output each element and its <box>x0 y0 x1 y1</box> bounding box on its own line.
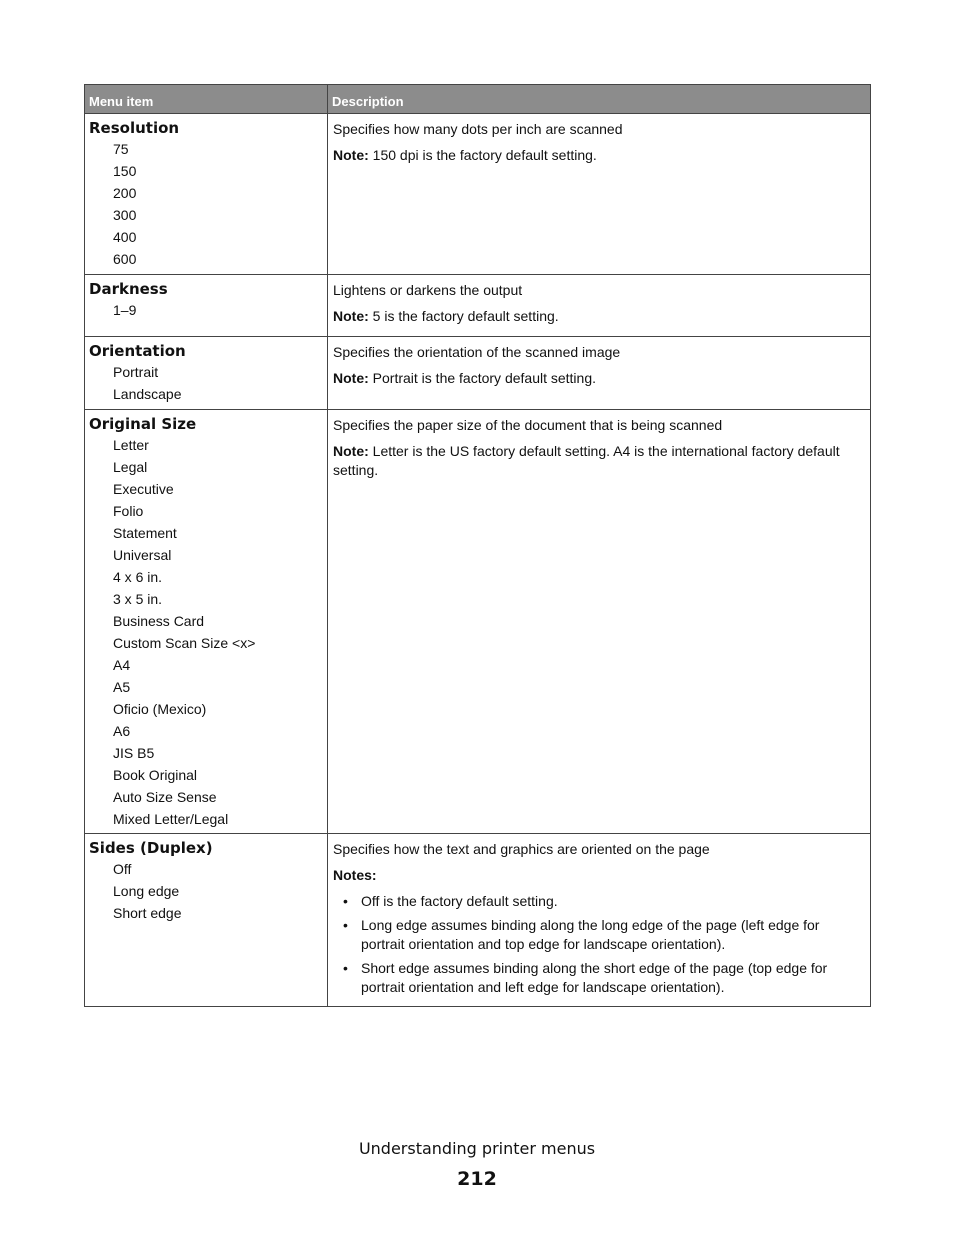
menu-item-value: 3 x 5 in. <box>113 591 163 607</box>
note <box>333 369 866 388</box>
menu-item-value: 400 <box>113 229 137 245</box>
note-text: Letter is the US factory default setting. A4 is the international factory default setting. <box>333 443 840 478</box>
header-menu-item: Menu item <box>85 85 328 114</box>
menu-table <box>84 84 871 1007</box>
menu-item-title: Original Size <box>89 415 197 433</box>
table-row <box>85 410 871 834</box>
header-description: Description <box>328 85 871 114</box>
page-number: 212 <box>457 1168 497 1190</box>
note-label: Note: <box>333 370 369 386</box>
table-row <box>85 337 871 410</box>
menu-item-cell <box>85 275 328 337</box>
menu-item-value: A5 <box>113 679 131 695</box>
description-text: Specifies how many dots per inch are scanned <box>333 121 623 137</box>
menu-item-title: Sides (Duplex) <box>89 839 213 857</box>
note <box>333 146 866 165</box>
menu-item-value: Universal <box>113 547 172 563</box>
list-item: • Long edge assumes binding along the long edge of the page (left edge for portrait orientation and top edge for landscape orientation). <box>333 916 866 954</box>
table-header-row <box>85 85 871 114</box>
menu-item-title: Orientation <box>89 342 186 360</box>
menu-item-cell <box>85 834 328 1007</box>
list-item: • Off is the factory default setting. <box>333 892 866 911</box>
menu-item-value: 75 <box>113 141 129 157</box>
note-label: Note: <box>333 147 369 163</box>
menu-item-value: Folio <box>113 503 144 519</box>
note-text: Portrait is the factory default setting. <box>368 370 597 386</box>
menu-item-title: Darkness <box>89 280 168 298</box>
description-text: Specifies the orientation of the scanned image <box>333 344 621 360</box>
note-text: 5 is the factory default setting. <box>368 308 559 324</box>
description-text: Specifies the paper size of the document that is being scanned <box>333 417 723 433</box>
menu-item-value: Executive <box>113 481 174 497</box>
menu-item-value: A6 <box>113 723 131 739</box>
description-cell <box>328 410 871 834</box>
menu-item-value: Mixed Letter/Legal <box>113 811 229 827</box>
menu-item-value: Statement <box>113 525 177 541</box>
table-row <box>85 114 871 275</box>
description-text: Lightens or darkens the output <box>333 282 523 298</box>
description-text: Specifies how the text and graphics are oriented on the page <box>333 841 710 857</box>
description-cell <box>328 337 871 410</box>
menu-item-value: JIS B5 <box>113 745 155 761</box>
menu-item-cell <box>85 114 328 275</box>
menu-item-value: Short edge <box>113 905 182 921</box>
notes-list <box>333 892 866 997</box>
menu-item-value: 150 <box>113 163 137 179</box>
menu-item-value: Business Card <box>113 613 205 629</box>
menu-item-title: Resolution <box>89 119 180 137</box>
menu-item-value: Letter <box>113 437 149 453</box>
menu-item-value: 600 <box>113 251 137 267</box>
menu-item-value: Custom Scan Size <x> <box>113 635 256 651</box>
menu-item-value: Legal <box>113 459 148 475</box>
menu-item-value: 200 <box>113 185 137 201</box>
description-cell <box>328 834 871 1007</box>
description-cell <box>328 114 871 275</box>
menu-item-value: 4 x 6 in. <box>113 569 163 585</box>
note-label: Note: <box>333 308 369 324</box>
menu-item-value: A4 <box>113 657 131 673</box>
table-row <box>85 834 871 1007</box>
note-label: Note: <box>333 443 369 459</box>
description-cell <box>328 275 871 337</box>
note <box>333 442 866 480</box>
menu-item-value: Long edge <box>113 883 180 899</box>
menu-item-value: Auto Size Sense <box>113 789 217 805</box>
list-item: • Short edge assumes binding along the short edge of the page (top edge for portrait orientation and left edge for landscape orientation). <box>333 959 866 997</box>
menu-item-value: Off <box>113 861 132 877</box>
menu-item-value: 1–9 <box>113 302 137 318</box>
table-row <box>85 275 871 337</box>
menu-item-value: 300 <box>113 207 137 223</box>
menu-item-value: Landscape <box>113 386 182 402</box>
notes-label: Notes: <box>333 867 377 883</box>
note <box>333 307 866 326</box>
menu-item-cell <box>85 337 328 410</box>
menu-item-cell <box>85 410 328 834</box>
menu-item-value: Portrait <box>113 364 159 380</box>
section-title: Understanding printer menus <box>358 1139 596 1158</box>
menu-item-value: Book Original <box>113 767 198 783</box>
menu-item-value: Oficio (Mexico) <box>113 701 207 717</box>
note-text: 150 dpi is the factory default setting. <box>368 147 597 163</box>
